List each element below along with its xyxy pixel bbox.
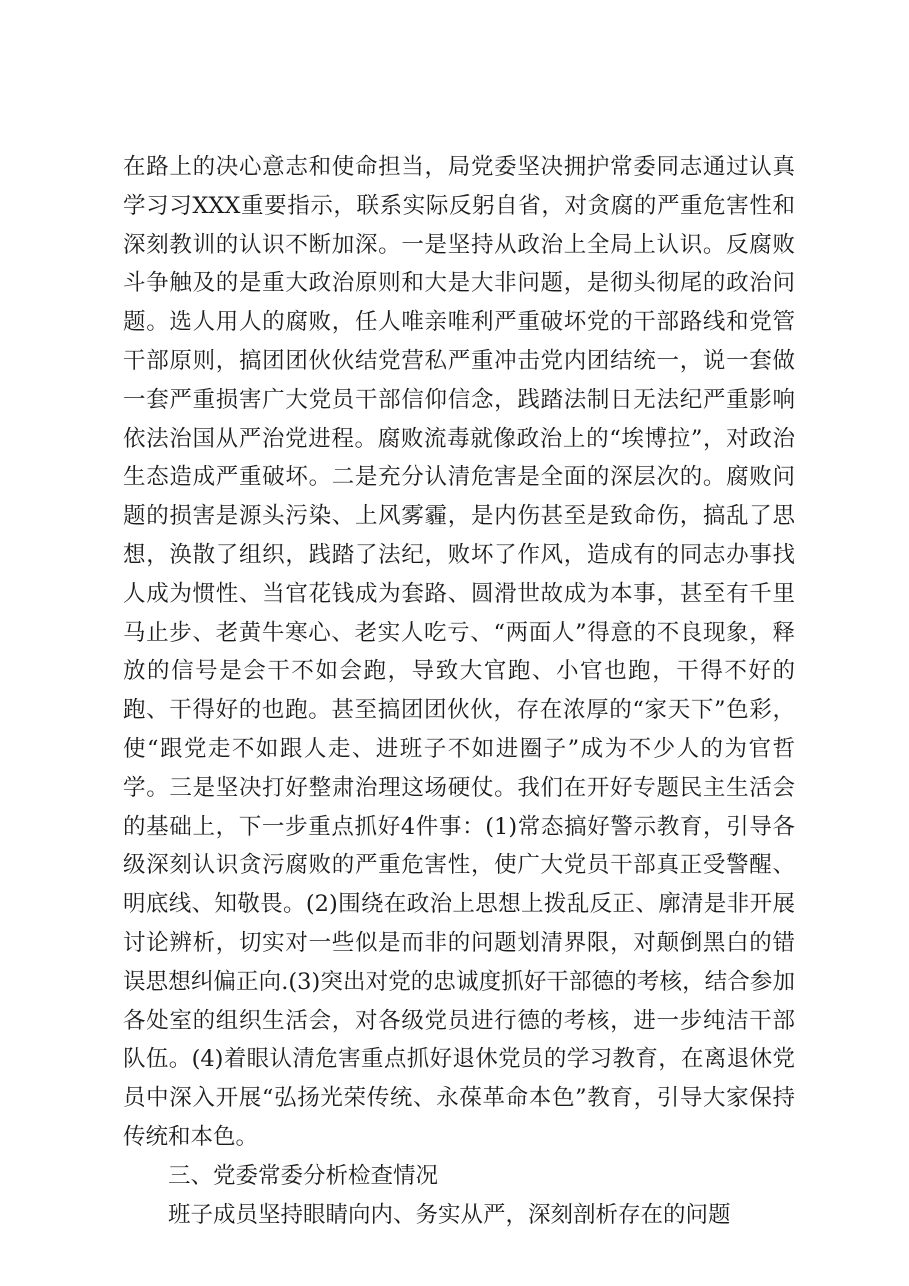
section-heading: 三、党委常委分析检查情况 <box>168 1162 439 1189</box>
body-paragraph-continued: 在路上的决心意志和使命担当，局党委坚决拥护常委同志通过认真学习习XXX重要指示，联系实际反躬自省，对贪腐的严重危害性和深刻教训的认识不断加深。一是坚持从政治上全局上认识。反腐败斗争触及的是重大政治原则和大是大非问题，是彻头彻尾的政治问题。选人用人的腐败，任人唯亲唯利严重破坏党的干部路线和党管干部原则，搞团团伙伙结党营私严重冲击党内团结统一，说一套做一套严重损害广大党员干部信仰信念，践踏法制日无法纪严重影响依法治国从严治党进程。腐败流毒就像政治上的“埃博拉”，对政治生态造成严重破坏。二是充分认清危害是全面的深层次的。腐败问题的损害是源头污染、上风雾霾，是内伤甚至是致命伤，搞乱了思想，涣散了组织，践踏了法纪，败坏了作风，造成有的同志办事找人成为惯性、当官花钱成为套路、圆滑世故成为本事，甚至有千里马止步、老黄牛寒心、老实人吃亏、“两面人”得意的不良现象，释放的信号是会干不如会跑，导致大官跑、小官也跑，干得不好的跑、干得好的也跑。甚至搞团团伙伙，存在浓厚的“家天下”色彩，使“跟党走不如跟人走、进班子不如进圈子”成为不少人的为官哲学。三是坚决打好整肃治理这场硬仗。我们在开好专题民主生活会的基础上，下一步重点抓好4件事：(1)常态搞好警示教育，引导各级深刻认识贪污腐败的严重危害性，使广大党员干部真正受警醒、明底线、知敬畏。(2)围绕在政治上思想上拨乱反正、廓清是非开展讨论辨析，切实对一些似是而非的问题划清界限，对颠倒黑白的错误思想纠偏正向.(3)突出对党的忠诚度抓好干部德的考核，结合参加各处室的组织生活会，对各级党员进行德的考核，进一步纯洁干部队伍。(4)着眼认清危害重点抓好退休党员的学习教育，在离退休党员中深入开展“弘扬光荣传统、永葆革命本色”教育，引导大家保持传统和本色。 <box>123 154 795 1150</box>
body-paragraph: 班子成员坚持眼睛向内、务实从严，深刻剖析存在的问题 <box>168 1201 731 1228</box>
document-body <box>123 148 795 1234</box>
